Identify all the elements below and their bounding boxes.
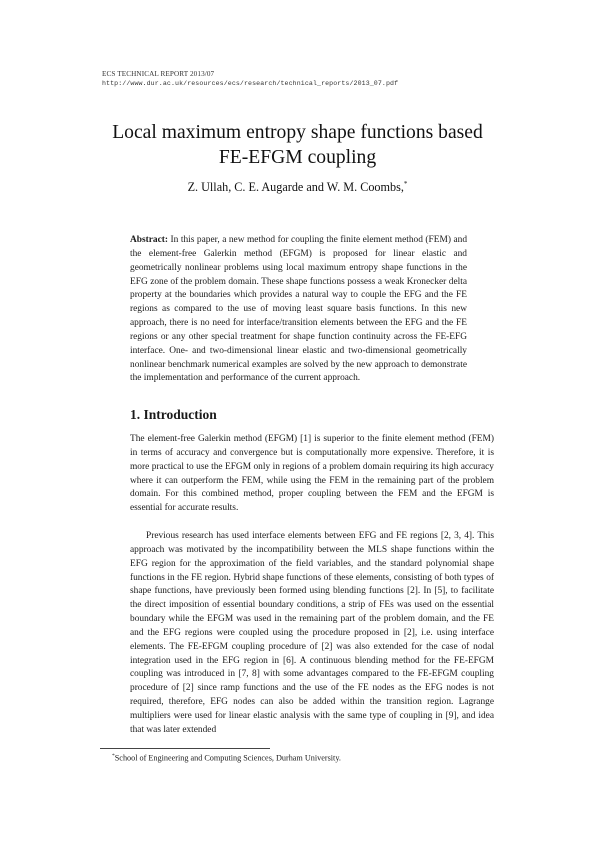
footnote [112, 753, 341, 763]
title-line-1: Local maximum entropy shape functions based [112, 122, 483, 143]
abstract [130, 234, 467, 386]
abstract-label: Abstract: [130, 235, 169, 245]
report-header: ECS TECHNICAL REPORT 2013/07 [102, 70, 215, 78]
report-url[interactable]: http://www.dur.ac.uk/resources/ecs/research/technical_reports/2013_07.pdf [102, 80, 399, 87]
paper-title [60, 120, 535, 170]
abstract-text: In this paper, a new method for coupling the finite element method (FEM) and the element-free Galerkin method (EFGM) is proposed for linear elastic and geometrically nonlinear problems using local maximum entropy shape functions in the EFG zone of the problem domain. These shape functions possess a weak Kronecker delta property at the boundaries which provides a natural way to couple the EFG and the FE regions as compared to the use of moving least square basis functions. In this new approach, there is no need for interface/transition elements between the EFG and the FE regions or any other special treatment for shape function continuity across the FE-EFG interface. One- and two-dimensional linear elastic and two-dimensional geometrically nonlinear benchmark numerical examples are solved by the new approach to demonstrate the implementation and performance of the current approach. [130, 235, 468, 384]
intro-paragraph-2 [130, 530, 494, 738]
title-line-2: FE-EFGM coupling [218, 147, 377, 168]
paragraph-text: Previous research has used interface elements between EFG and FE regions [2, 3, 4]. This approach was motivated by the incompatibility between the MLS shape functions within the EFG region for the approximation of the field variables, and the standard polynomial shape functions in the FE region. Hybrid shape functions of these elements, consisting of both types of shape functions, have previously been formed using blending functions [2]. In [5], to facilitate the direct imposition of essential boundary conditions, a strip of FEs was used on the essential boundary while the EFGM was used in the remaining part of the problem domain, and the FE and the EFG regions were coupled using the procedure proposed in [2], i.e. using interface elements. The FE-EFGM coupling procedure of [2] was also extended for the case of nodal integration used in the EFG region in [6]. A continuous blending method for the FE-EFGM coupling was introduced in [7, 8] with some advantages compared to the FE-EFGM coupling procedure of [2] since ramp functions and the use of the FE nodes as the EFG nodes is not required, therefore, EFG nodes can also be added within the transition region. Lagrange multipliers were used for linear elastic analysis with the same type of coupling in [9], and idea that was later extended [130, 531, 494, 735]
author-footnote-mark: * [403, 180, 408, 188]
authors-text: Z. Ullah, C. E. Augarde and W. M. Coombs, [187, 180, 404, 195]
footnote-mark: * [112, 753, 115, 759]
footnote-text: School of Engineering and Computing Sciences, Durham University. [114, 753, 341, 763]
paragraph-text: The element-free Galerkin method (EFGM) [1] is superior to the finite element method (FEM) in terms of accuracy and convergence but is computationally more expensive. Therefore, it is more practical to use the EFGM only in regions of a problem domain requiring its high accuracy where it can outperform the FEM, while using the FEM in the remaining part of the problem domain. For this combined method, proper coupling between the FEM and the EFGM is essential for accurate results. [130, 434, 494, 514]
intro-paragraph-1 [130, 433, 494, 516]
section-heading-introduction: 1. Introduction [130, 407, 217, 422]
author-list [60, 180, 535, 195]
footnote-rule [100, 748, 270, 749]
